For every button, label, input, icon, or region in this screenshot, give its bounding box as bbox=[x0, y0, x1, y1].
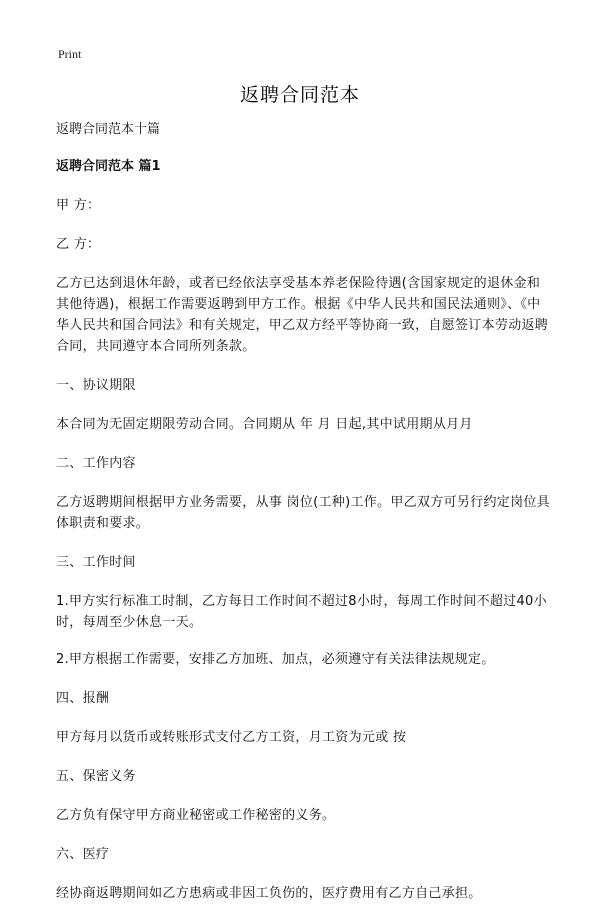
clause-paragraph: 乙方负有保守甲方商业秘密或工作秘密的义务。 bbox=[56, 808, 336, 823]
clause-paragraph: 1.甲方实行标准工时制，乙方每日工作时间不超过8小时，每周工作时间不超过40小时，每周至少休息一天。 bbox=[56, 594, 547, 630]
clause-heading: 五、保密义务 bbox=[56, 769, 136, 784]
clause-paragraph: 乙方返聘期间根据甲方业务需要，从事 岗位(工种)工作。甲乙双方可另行约定岗位具体职责和要求。 bbox=[56, 495, 550, 531]
document-body bbox=[56, 120, 552, 922]
party-b-line: 乙 方： bbox=[56, 237, 101, 252]
clause-paragraph: 2.甲方根据工作需要，安排乙方加班、加点，必须遵守有关法律法规规定。 bbox=[56, 652, 495, 667]
clause-paragraph: 本合同为无固定期限劳动合同。合同期从 年 月 日起,其中试用期从月月 bbox=[56, 417, 473, 432]
clause-heading: 一、协议期限 bbox=[56, 378, 136, 393]
document-title: 返聘合同范本 bbox=[239, 84, 360, 106]
print-link[interactable]: Print bbox=[58, 47, 82, 61]
document-subtitle: 返聘合同范本十篇 bbox=[56, 122, 161, 137]
section-heading: 返聘合同范本 篇1 bbox=[56, 159, 161, 174]
party-a-line: 甲 方： bbox=[56, 198, 101, 213]
clause-heading: 六、医疗 bbox=[56, 847, 110, 862]
clause-heading: 二、工作内容 bbox=[56, 456, 136, 471]
clause-heading: 四、报酬 bbox=[56, 691, 110, 706]
clause-heading: 三、工作时间 bbox=[56, 555, 136, 570]
clause-paragraph: 经协商返聘期间如乙方患病或非因工负伤的，医疗费用有乙方自己承担。 bbox=[56, 886, 482, 901]
preamble-paragraph: 乙方已达到退休年龄，或者已经依法享受基本养老保险待遇(含国家规定的退休金和其他待遇)，根据工作需要返聘到甲方工作。根据《中华人民共和国民法通则》、《中华人民共和国合同法》和有关规定，甲乙双方经平等协商一致，自愿签订本劳动返聘合同，共同遵守本合同所列条款。 bbox=[56, 276, 549, 354]
clause-paragraph: 甲方每月以货币或转账形式支付乙方工资，月工资为元或 按 bbox=[56, 730, 407, 745]
